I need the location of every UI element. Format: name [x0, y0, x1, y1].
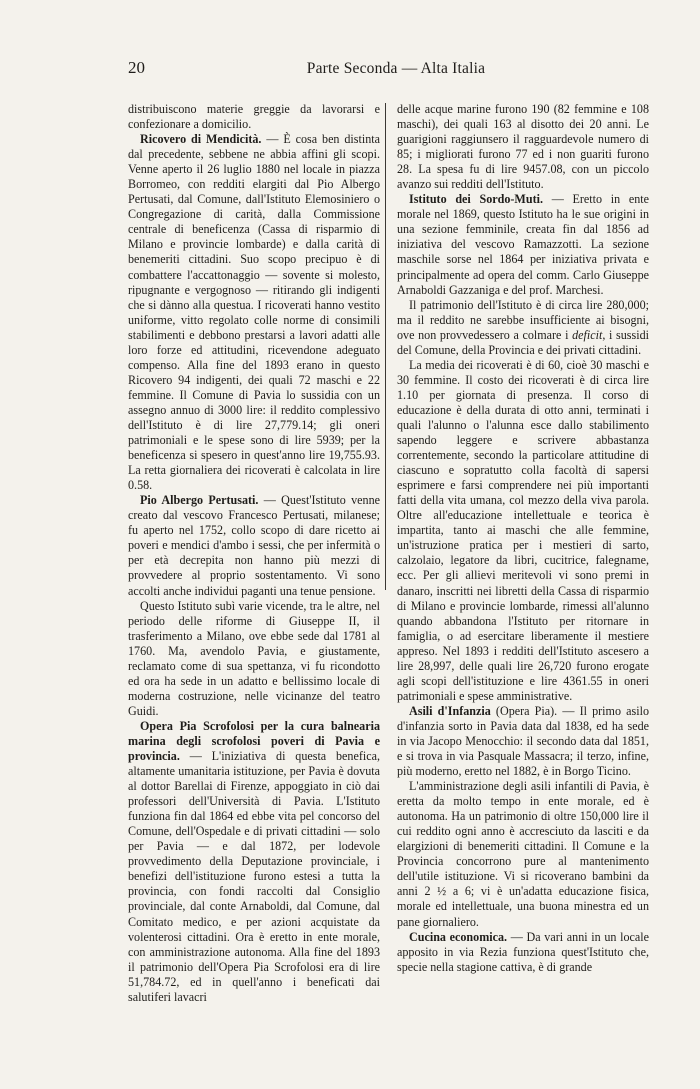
running-title: Parte Seconda — Alta Italia [306, 60, 486, 77]
paragraph-asili [397, 704, 649, 779]
paragraph: distribuiscono materie greggie da lavorarsi e confezionare a domicilio. [128, 102, 380, 132]
paragraph: Questo Istituto subì varie vicende, tra le altre, nel periodo delle riforme di Giuseppe II, il trasferimento a Milano, ove ebbe sede dal 1781 al 1760. Ma, avendolo Pavia, e giustamente, reclamato come di sua spettanza, vi fu ricondotto ed ora ha sede in un adatto e bellissimo locale di moderna costruzione, nelle vicinanze del teatro Guidi. [128, 598, 380, 718]
paragraph-scrofolosi [128, 719, 380, 1005]
paragraph: La media dei ricoverati è di 60, cioè 30 maschi e 30 femmine. Il costo dei ricoverati è di circa lire 1.10 per giornata di presenza. Il corso di educazione è della durata di otto anni, terminati i quali l'alunno o l'alunna esce dallo stabilimento sapendo leggere e scrivere abbastanza correntemente, secondo la particolare attitudine di ciascuno e sopratutto colla facoltà di sapersi esprimere e farsi comprendere nei più importanti fatti della vita umana, col mezzo della viva parola. Oltre all'educazione intellettuale e teorica è impartita, tanto ai maschi che alle femmine, un'istruzione pratica per i mestieri di sarto, calzolaio, legatore da libri, cucitrice, falegname, ecc. Per gli allievi meritevoli vi sono premi in danaro, inscritti nei libretti della Cassa di risparmio di Milano e provincie lombarde, rimessi all'alunno quando abbandona l'Istituto per ritornare in famiglia, o ad esercitare liberamente il mestiere appreso. Nel 1893 i redditi dell'Istituto ascesero a lire 28,997, delle quali lire 26,720 furono erogate agli scopi dell'istituzione e lire 4361.55 in oneri patrimoniali e spese amministrative. [397, 357, 649, 703]
section-heading: Opera Pia Scrofolosi per la cura balnearia marina degli scrofolosi poveri di Pavia e provincia. [128, 718, 380, 764]
italic-term: deficit [572, 327, 603, 342]
paragraph-sordo-muti [397, 192, 649, 297]
left-column [128, 102, 380, 1005]
paragraph-ricovero [128, 132, 380, 493]
paragraph-text: — Da vari anni in un locale apposito in via Rezia funziona quest'Istituto che, specie nella stagione cattiva, è di grande [397, 929, 649, 974]
paragraph-text: — Quest'Istituto venne creato dal vescovo Francesco Pertusati, milanese; fu aperto nel 1752, collo scopo di dare ricetto ai poveri e mendici d'ambo i sessi, che per infermità o per età decrepita non hanno più mezzi di provvedere al proprio sostentamento. Vi sono accolti anche individui paganti una tenue pensione. [128, 493, 380, 598]
paragraph-pio-albergo [128, 493, 380, 598]
right-column [397, 102, 649, 975]
paragraph: L'amministrazione degli asili infantili di Pavia, è eretta da molto tempo in ente morale, ed è autonoma. Ha un patrimonio di oltre 150,000 lire il cui reddito ogni anno è accresciuto da lasciti e da elargizioni di benemeriti cittadini. Il Comune e la Provincia concorrono pure al mantenimento dell'utile istituzione. Vi si ricoverano bambini da anni 2 ½ a 6; vi è un'adatta educazione fisica, morale ed intellettuale, una buona minestra ed un pane giornaliero. [397, 779, 649, 929]
section-heading: Pio Albergo Pertusati. [140, 493, 259, 508]
section-heading: Ricovero di Mendicità. [140, 132, 262, 147]
paragraph-text: — Eretto in ente morale nel 1869, questo Istituto ha le sue origini in una sezione femminile, creata fin dal 1856 ad iniziativa del vescovo Ramazzotti. La sezione maschile sorse nel 1864 per iniziativa privata e principalmente ad opera del comm. Carlo Giuseppe Arnaboldi Gazzaniga e del prof. Marchesi. [397, 192, 649, 297]
section-heading: Istituto dei Sordo-Muti. [409, 192, 543, 207]
page-header [128, 58, 647, 78]
paragraph-text: , i sussidi del Comune, della Provincia e dei privati cittadini. [397, 327, 649, 357]
section-heading: Asili d'Infanzia [409, 703, 491, 718]
paragraph-text: — È cosa ben distinta dal precedente, sebbene ne abbia affini gli scopi. Venne aperto il 26 luglio 1880 nel locale in piazza Borromeo, con redditi elargiti dal Pio Albergo Pertusati, dal Comune, dall'Istituto Elemosiniero o Congregazione di carità, dalla Commissione centrale di beneficenza (Cassa di risparmio di Milano e provincie lombarde) e dalla carità di benemeriti cittadini. Suo scopo precipuo è di combattere l'accattonaggio — sovente si molesto, ripugnante e vergognoso — ritirando gli indigenti che si dànno alla questua. I ricoverati hanno vestito uniforme, vitto regolato colle norme di consimili stabilimenti e debbono prestarsi a lavori adatti alle loro forze ed attitudini, ricevendone adeguato compenso. Alla fine del 1893 erano in questo Ricovero 94 indigenti, dei quali 72 maschi e 22 femmine. Il Comune di Pavia lo sussidia con un assegno annuo di 3000 lire: il reddito complessivo dell'Istituto è di lire 27,779.14; gli oneri patrimoniali e le spese sono di lire 5939; per la beneficenza si spesero in quest'anno lire 19,755.93. La retta giornaliera dei ricoverati è calcolata in lire 0.58. [128, 132, 380, 493]
page-number: 20 [128, 58, 145, 77]
paragraph-cucina [397, 930, 649, 975]
paragraph-text: Il patrimonio dell'Istituto è di circa lire 280,000; ma il reddito ne sarebbe insufficiente ai bisogni, ove non provvedessero a colmare i [397, 297, 649, 342]
column-divider [385, 103, 386, 590]
paragraph: delle acque marine furono 190 (82 femmine e 108 maschi), dei quali 163 al disotto dei 20 anni. Le guarigioni raggiunsero il ragguardevole numero di 85; i migliorati furono 77 ed i non guariti furono 28. La spesa fu di lire 9457.08, con un piccolo avanzo sui redditi dell'Istituto. [397, 102, 649, 192]
section-heading: Cucina economica. [409, 929, 508, 944]
paragraph-text: — L'iniziativa di questa benefica, altamente umanitaria istituzione, per Pavia è dovuta al dottor Barellai di Firenze, appoggiato in ciò dai professori dell'Università di Pavia. L'Istituto funziona fin dal 1864 ed ebbe vita pel concorso del Comune, dell'Ospedale e di privati cittadini — solo per Pavia — e dal 1872, per lodevole provvedimento della Deputazione provinciale, i benefizi dell'istituzione furono estesi a tutta la provincia, con fondi raccolti dal Consiglio provinciale, dal conte Arnaboldi, dal Comune, dal Comitato medico, e per azioni acquistate da volenterosi cittadini. Ora è eretto in ente morale, con amministrazione autonoma. Alla fine del 1893 il patrimonio dell'Opera Pia Scrofolosi era di lire 51,784.72, ed in quell'anno i beneficati dai salutiferi lavacri [128, 749, 380, 1004]
paragraph-text: (Opera Pia). — Il primo asilo d'infanzia sorto in Pavia data dal 1838, ed ha sede in via Jacopo Menocchio: il secondo data dal 1851, e si trova in via Pasquale Massacra; il terzo, infine, più moderno, eretto nel 1882, è in Borgo Ticino. [397, 703, 649, 779]
paragraph [397, 298, 649, 358]
